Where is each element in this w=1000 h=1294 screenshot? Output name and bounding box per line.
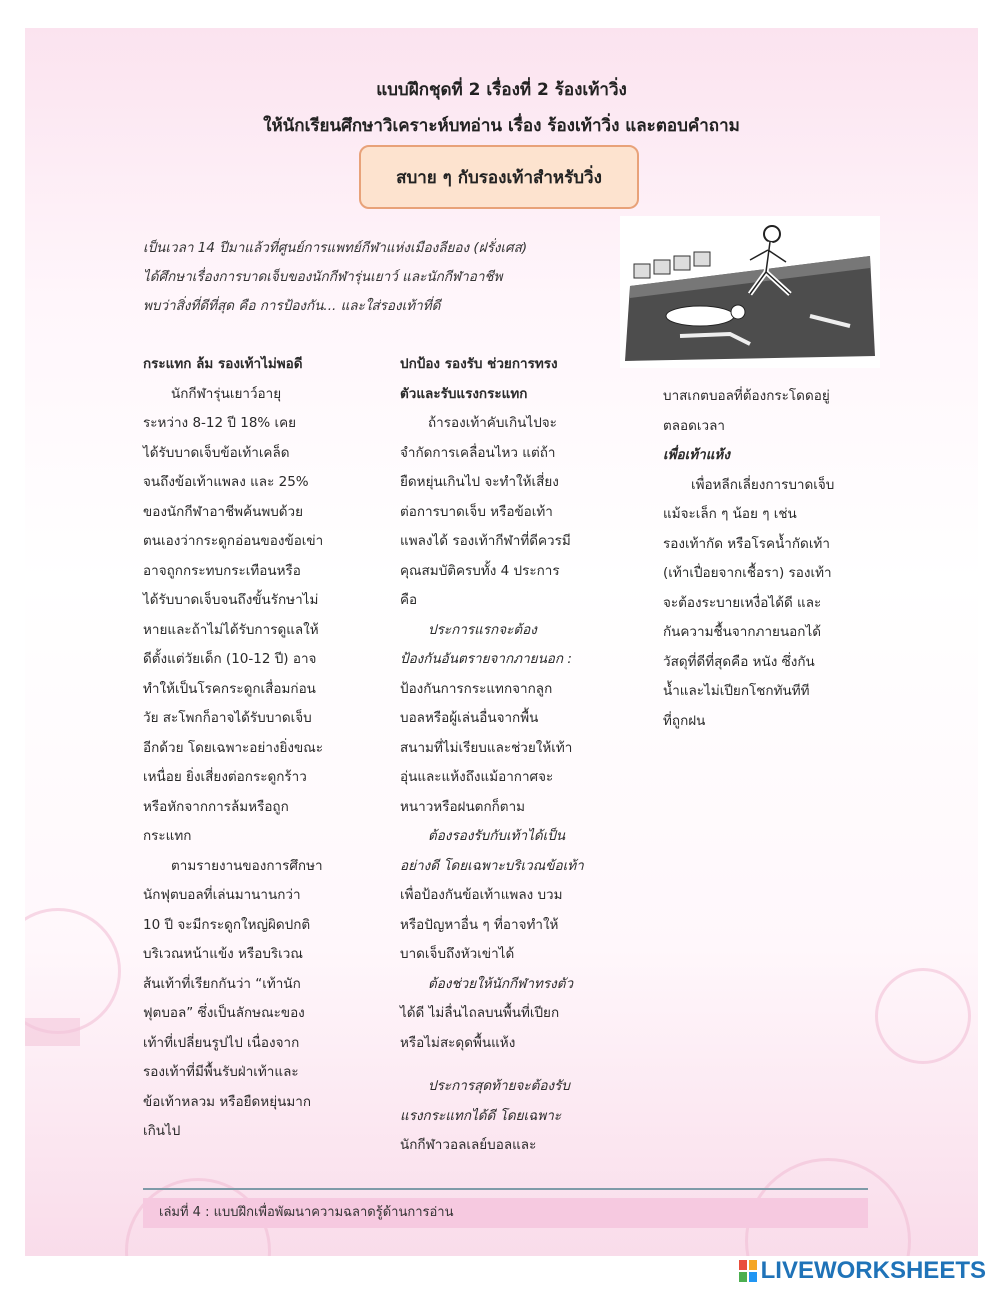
paragraph-line: แรงกระแทกได้ดี โดยเฉพาะ bbox=[400, 1107, 562, 1124]
paragraph-line: ประการแรกจะต้อง bbox=[428, 621, 537, 638]
intro-line: เป็นเวลา 14 ปีมาแล้วที่ศูนย์การแพทย์กีฬาแห่งเมืองลียอง (ฝรั่งเศส) bbox=[143, 240, 528, 256]
paragraph-line: อาจถูกกระทบกระเทือนหรือ bbox=[143, 562, 301, 579]
paragraph-line: บอลหรือผู้เล่นอื่นจากพื้น bbox=[400, 710, 539, 726]
paragraph-line: ได้รับบาดเจ็บจนถึงขั้นรักษาไม่ bbox=[143, 592, 319, 608]
section-heading: ปกป้อง รองรับ ช่วยการทรง bbox=[400, 356, 558, 372]
paragraph-line: น้ำและไม่เปียกโชกทันทีที bbox=[663, 683, 810, 699]
paragraph-line: กันความชื้นจากภายนอกได้ bbox=[663, 624, 822, 640]
paragraph-line: ข้อเท้าหลวม หรือยืดหยุ่นมาก bbox=[143, 1093, 311, 1110]
decorative-circle bbox=[25, 908, 121, 1034]
paragraph-line: หรือไม่สะดุดพื้นแห้ง bbox=[400, 1034, 516, 1051]
paragraph-line: (เท้าเปื่อยจากเชื้อรา) รองเท้า bbox=[663, 565, 832, 581]
paragraph-gap bbox=[400, 1058, 628, 1072]
liveworksheets-logo[interactable] bbox=[739, 1256, 986, 1286]
paragraph-line: หนาวหรือฝนตกก็ตาม bbox=[400, 798, 526, 815]
paragraph-line: ต่อการบาดเจ็บ หรือข้อเท้า bbox=[400, 503, 553, 520]
decorative-molecule bbox=[875, 968, 971, 1064]
paragraph-line: เหนื่อย ยิ่งเสี่ยงต่อกระดูกร้าว bbox=[143, 769, 307, 785]
paragraph-line: ของนักกีฬาอาชีพค้นพบด้วย bbox=[143, 503, 304, 520]
paragraph-line: อุ่นและแห้งถึงแม้อากาศจะ bbox=[400, 769, 554, 785]
intro-line: ได้ศึกษาเรื่องการบาดเจ็บของนักกีฬารุ่นเยาว์ และนักกีฬาอาชีพ bbox=[143, 269, 503, 285]
intro-line: พบว่าสิ่งที่ดีที่สุด คือ การป้องกัน... และใส่รองเท้าที่ดี bbox=[143, 298, 441, 314]
paragraph-line: อีกด้วย โดยเฉพาะอย่างยิ่งขณะ bbox=[143, 739, 323, 756]
paragraph-line: หรือปัญหาอื่น ๆ ที่อาจทำให้ bbox=[400, 916, 559, 933]
paragraph-line: คือ bbox=[400, 592, 418, 608]
paragraph-line: ยืดหยุ่นเกินไป จะทำให้เสี่ยง bbox=[400, 474, 559, 490]
footer-bar: เล่มที่ 4 : แบบฝึกเพื่อพัฒนาความฉลาดรู้ด้านการอ่าน bbox=[143, 1198, 868, 1228]
article-intro bbox=[143, 234, 613, 321]
runners-illustration bbox=[620, 216, 880, 368]
paragraph-line: วัสดุที่ดีที่สุดคือ หนัง ซึ่งกัน bbox=[663, 653, 815, 670]
paragraph-line: แม้จะเล็ก ๆ น้อย ๆ เช่น bbox=[663, 506, 797, 522]
paragraph-line: ตนเองว่ากระดูกอ่อนของข้อเข่า bbox=[143, 533, 324, 549]
footer-divider bbox=[143, 1188, 868, 1190]
paragraph-line: ป้องกันการกระแทกจากลูก bbox=[400, 680, 553, 697]
paragraph-line: เพื่อหลีกเลี่ยงการบาดเจ็บ bbox=[691, 476, 835, 493]
paragraph-line: นักฟุตบอลที่เล่นมานานกว่า bbox=[143, 887, 301, 903]
paragraph-line: เกินไป bbox=[143, 1123, 181, 1139]
paragraph-line: ฟุตบอล” ซึ่งเป็นลักษณะของ bbox=[143, 1005, 305, 1021]
section-heading: ตัวและรับแรงกระแทก bbox=[400, 385, 528, 402]
paragraph-line: อย่างดี โดยเฉพาะบริเวณข้อเท้า bbox=[400, 857, 584, 874]
paragraph-line: รองเท้ากัด หรือโรคน้ำกัดเท้า bbox=[663, 535, 830, 552]
brand-text: LIVEWORKSHEETS bbox=[760, 1257, 986, 1284]
decorative-flag bbox=[25, 1018, 80, 1046]
paragraph-line: หรือหักจากการล้มหรือถูก bbox=[143, 798, 289, 815]
paragraph-line: รองเท้าที่มีพื้นรับฝ่าเท้าและ bbox=[143, 1064, 299, 1080]
section-heading: กระแทก ล้ม รองเท้าไม่พอดี bbox=[143, 356, 303, 372]
paragraph-line: ต้องช่วยให้นักกีฬาทรงตัว bbox=[428, 975, 574, 992]
paragraph-line: ป้องกันอันตรายจากภายนอก : bbox=[400, 651, 572, 667]
article-column-3 bbox=[663, 382, 888, 736]
paragraph-line: บาดเจ็บถึงหัวเข่าได้ bbox=[400, 946, 515, 962]
paragraph-line: ต้องรองรับกับเท้าได้เป็น bbox=[428, 828, 566, 844]
paragraph-line: หายและถ้าไม่ได้รับการดูแลให้ bbox=[143, 621, 319, 638]
liveworksheets-icon bbox=[739, 1260, 757, 1282]
paragraph-line: ดีตั้งแต่วัยเด็ก (10-12 ปี) อาจ bbox=[143, 651, 317, 667]
paragraph-line: เท้าที่เปลี่ยนรูปไป เนื่องจาก bbox=[143, 1034, 300, 1051]
paragraph-line: จำกัดการเคลื่อนไหว แต่ถ้า bbox=[400, 444, 556, 461]
paragraph-line: ประการสุดท้ายจะต้องรับ bbox=[428, 1078, 570, 1094]
paragraph-line: ได้ดี ไม่ลื่นไถลบนพื้นที่เปียก bbox=[400, 1005, 560, 1021]
paragraph-line: เพื่อป้องกันข้อเท้าแพลง บวม bbox=[400, 887, 563, 903]
article-column-1 bbox=[143, 350, 365, 1147]
paragraph-line: ตลอดเวลา bbox=[663, 417, 725, 434]
paragraph-line: นักกีฬาวอลเลย์บอลและ bbox=[400, 1137, 537, 1153]
paragraph-line: ระหว่าง 8-12 ปี 18% เคย bbox=[143, 415, 297, 431]
worksheet-page bbox=[25, 28, 978, 1256]
worksheet-title: แบบฝึกชุดที่ 2 เรื่องที่ 2 ร้องเท้าวิ่ง bbox=[376, 80, 627, 100]
paragraph-line: กระแทก bbox=[143, 828, 192, 844]
paragraph-line: นักกีฬารุ่นเยาว์อายุ bbox=[171, 385, 282, 402]
paragraph-line: ที่ถูกฝน bbox=[663, 712, 706, 729]
paragraph-line: บาสเกตบอลที่ต้องกระโดดอยู่ bbox=[663, 388, 830, 404]
paragraph-line: ส้นเท้าที่เรียกกันว่า “เท้านัก bbox=[143, 975, 301, 992]
paragraph-line: ทำให้เป็นโรคกระดูกเสื่อมก่อน bbox=[143, 680, 316, 697]
paragraph-line: บริเวณหน้าแข้ง หรือบริเวณ bbox=[143, 946, 303, 962]
worksheet-instruction: ให้นักเรียนศึกษาวิเคราะห์บทอ่าน เรื่อง ร้องเท้าวิ่ง และตอบคำถาม bbox=[263, 116, 740, 136]
paragraph-line: วัย สะโพกก็อาจได้รับบาดเจ็บ bbox=[143, 710, 312, 726]
section-heading: เพื่อเท้าแห้ง bbox=[663, 447, 730, 463]
paragraph-line: จะต้องระบายเหงื่อได้ดี และ bbox=[663, 594, 822, 611]
paragraph-line: ได้รับบาดเจ็บข้อเท้าเคล็ด bbox=[143, 444, 290, 461]
paragraph-line: แพลงได้ รองเท้ากีฬาที่ดีควรมี bbox=[400, 533, 571, 549]
paragraph-line: คุณสมบัติครบทั้ง 4 ประการ bbox=[400, 562, 560, 579]
paragraph-line: จนถึงข้อเท้าแพลง และ 25% bbox=[143, 474, 309, 490]
article-column-2 bbox=[400, 350, 628, 1161]
article-title-box: สบาย ๆ กับรองเท้าสำหรับวิ่ง bbox=[359, 145, 639, 209]
paragraph-line: สนามที่ไม่เรียบและช่วยให้เท้า bbox=[400, 739, 573, 756]
paragraph-line: 10 ปี จะมีกระดูกใหญ่ผิดปกติ bbox=[143, 916, 311, 933]
paragraph-line: ตามรายงานของการศึกษา bbox=[171, 857, 323, 874]
paragraph-line: ถ้ารองเท้าคับเกินไปจะ bbox=[428, 415, 557, 431]
